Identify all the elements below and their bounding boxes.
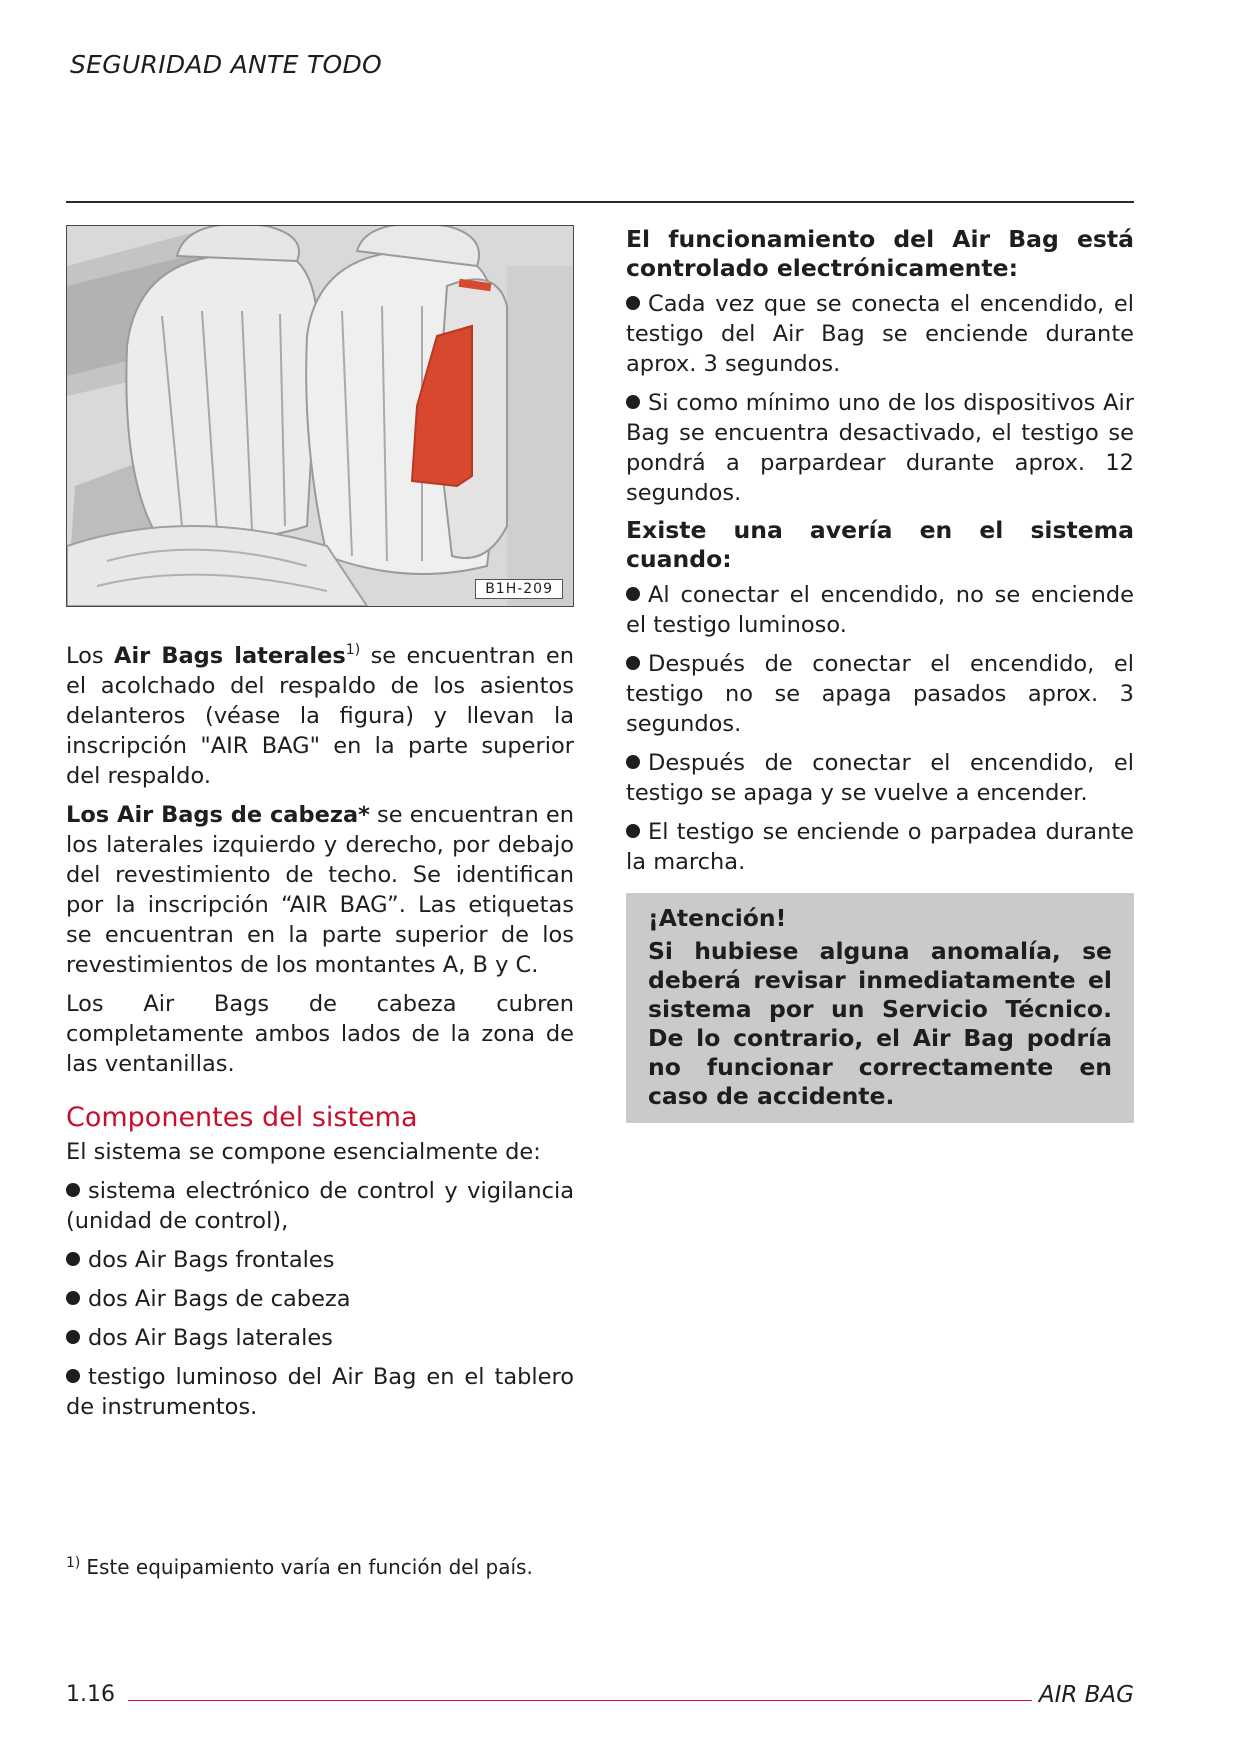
list-item: dos Air Bags de cabeza [66, 1284, 574, 1314]
page-footer [66, 1682, 1134, 1716]
paragraph-head-airbags [66, 800, 574, 980]
bullet-icon [66, 1252, 80, 1266]
seat-airbag-figure [66, 225, 574, 607]
fault-list [626, 580, 1134, 877]
section-title: Componentes del sistema [66, 1102, 418, 1133]
section-intro: El sistema se compone esencialmente de: [66, 1139, 541, 1165]
footnote-text: Este equipamiento varía en función del país. [86, 1555, 533, 1579]
running-head: SEGURIDAD ANTE TODO [70, 50, 383, 79]
components-list [66, 1176, 574, 1422]
heading-electronic-control: El funcionamiento del Air Bag está controlado electrónicamente: [626, 225, 1134, 282]
bullet-icon [626, 656, 640, 670]
control-list [626, 289, 1134, 508]
list-item: dos Air Bags laterales [66, 1323, 574, 1353]
p2-bold: Los Air Bags de cabeza* [66, 802, 370, 828]
bullet-icon [626, 395, 640, 409]
list-item: Después de conectar el encendido, el testigo se apaga y se vuelve a encender. [626, 750, 1134, 806]
footnote-ref: 1) [345, 642, 361, 658]
list-item: Cada vez que se conecta el encendido, el testigo del Air Bag se enciende durante aprox. 3 segundos. [626, 291, 1134, 377]
footnote [66, 1555, 766, 1579]
page-number: 1.16 [66, 1682, 115, 1707]
list-item: sistema electrónico de control y vigilancia (unidad de control), [66, 1178, 574, 1234]
figure-label: B1H-209 [475, 579, 563, 599]
p1-lead: Los [66, 643, 115, 669]
right-column [626, 225, 1134, 1123]
p2-rest: se encuentran en los laterales izquierdo y derecho, por debajo del revestimiento de techo. Se identifican por la inscripción “AIR BAG”. Las etiquetas se encuentran en la parte superior de los revestimientos de los montantes A, B y C. [66, 802, 574, 978]
footer-rule [128, 1700, 1032, 1701]
bullet-icon [626, 824, 640, 838]
bullet-icon [626, 755, 640, 769]
bullet-icon [66, 1291, 80, 1305]
warning-title: ¡Atención! [648, 904, 787, 932]
footnote-marker: 1) [66, 1555, 81, 1571]
list-item: Al conectar el encendido, no se enciende el testigo luminoso. [626, 582, 1134, 638]
seat-illustration [67, 226, 573, 606]
list-item: Si como mínimo uno de los dispositivos Air Bag se encuentra desactivado, el testigo se pondrá a parpardear durante aprox. 12 segundos. [626, 390, 1134, 506]
bullet-icon [66, 1369, 80, 1383]
top-rule [66, 201, 1134, 203]
bullet-icon [66, 1330, 80, 1344]
p1-rest: se encuentran en el acolchado del respaldo de los asientos delanteros (véase la figura) y llevan la inscripción "AIR BAG" en la parte superior del respaldo. [66, 643, 574, 789]
left-column [66, 225, 574, 1422]
warning-box [626, 893, 1134, 1123]
list-item: Después de conectar el encendido, el testigo no se apaga pasados aprox. 3 segundos. [626, 651, 1134, 737]
bullet-icon [66, 1183, 80, 1197]
list-item: El testigo se enciende o parpadea durante la marcha. [626, 819, 1134, 875]
p1-bold: Air Bags laterales [114, 643, 346, 669]
list-item: testigo luminoso del Air Bag en el tablero de instrumentos. [66, 1364, 574, 1420]
paragraph-head-airbags-coverage: Los Air Bags de cabeza cubren completamente ambos lados de la zona de las ventanillas. [66, 991, 574, 1077]
bullet-icon [626, 296, 640, 310]
footer-section-title: AIR BAG [1038, 1682, 1134, 1708]
heading-fault: Existe una avería en el sistema cuando: [626, 516, 1134, 573]
bullet-icon [626, 587, 640, 601]
list-item: dos Air Bags frontales [66, 1245, 574, 1275]
paragraph-lateral-airbags [66, 641, 574, 791]
warning-text: Si hubiese alguna anomalía, se deberá revisar inmediatamente el sistema por un Servicio Técnico. De lo contrario, el Air Bag podría no funcionar correctamente en caso de accidente. [648, 937, 1112, 1110]
